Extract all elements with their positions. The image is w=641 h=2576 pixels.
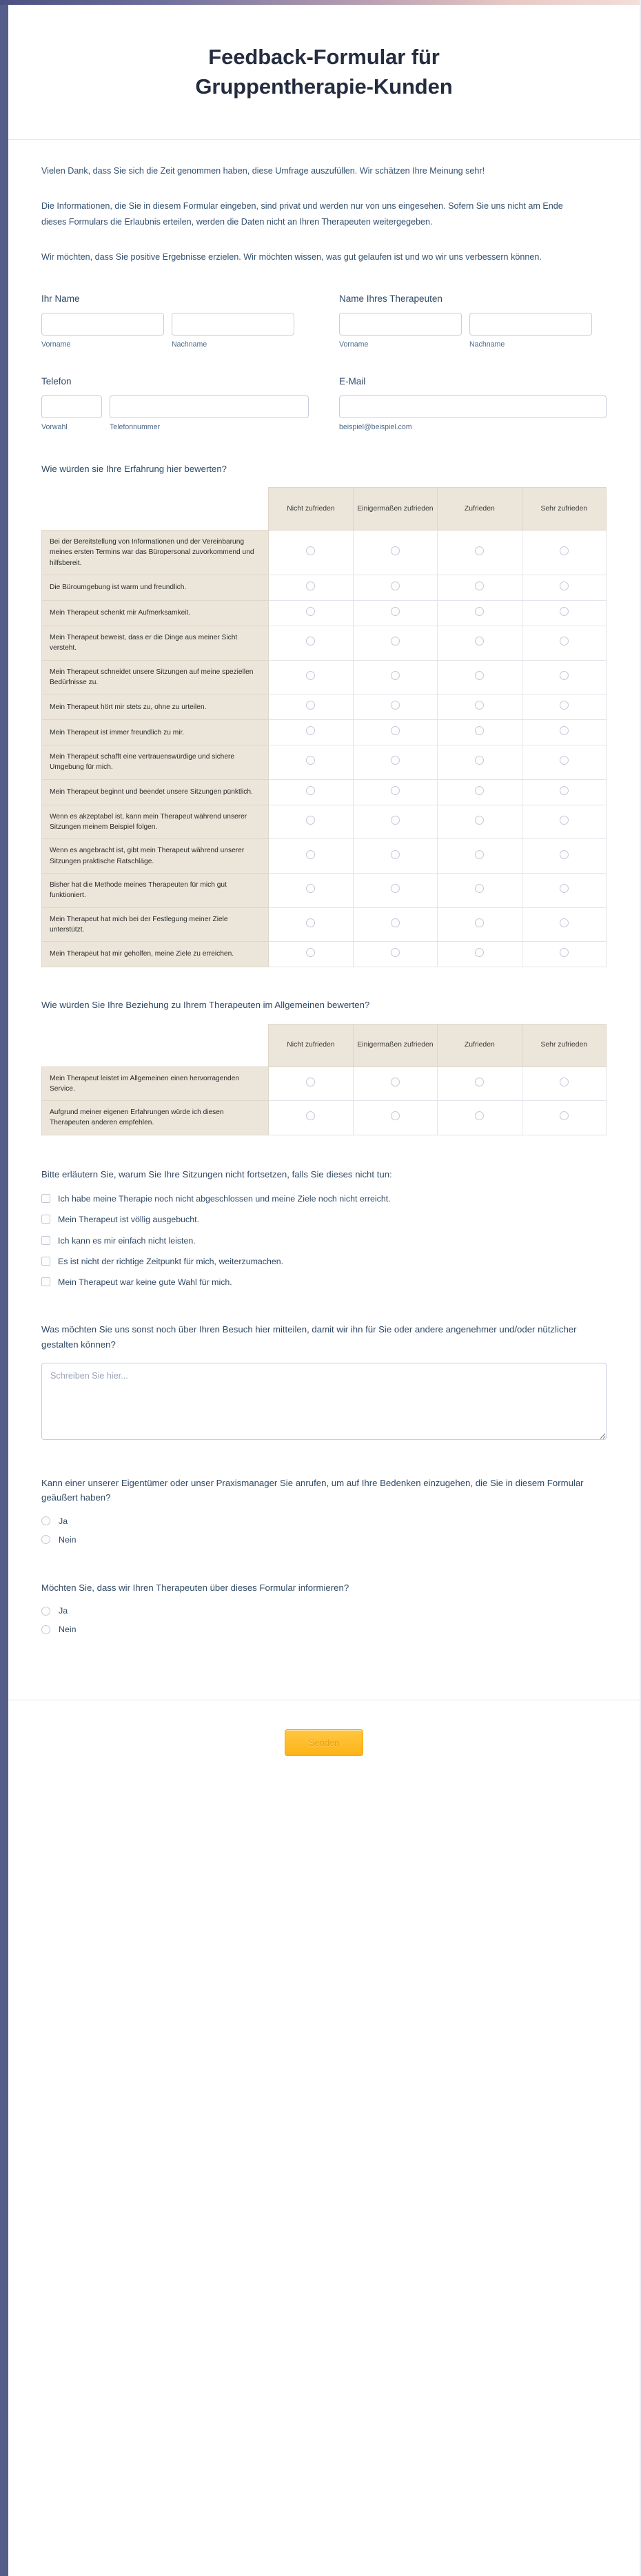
- radio-button-icon[interactable]: [391, 816, 400, 825]
- experience-matrix-col-0: Nicht zufrieden: [269, 488, 353, 530]
- table-row: [42, 694, 607, 720]
- matrix-option-cell[interactable]: [522, 600, 606, 626]
- matrix-option-cell[interactable]: [522, 1067, 606, 1101]
- radio-button-icon[interactable]: [475, 1111, 484, 1120]
- matrix-option-cell[interactable]: [353, 942, 437, 967]
- relationship-matrix-corner: [42, 1024, 269, 1067]
- matrix-option-cell[interactable]: [522, 873, 606, 907]
- relationship-matrix-col-2: Zufrieden: [438, 1024, 522, 1067]
- checkbox-icon[interactable]: [41, 1236, 50, 1245]
- matrix-option-cell[interactable]: [353, 1067, 437, 1101]
- list-item[interactable]: [41, 1235, 607, 1248]
- callback-permission-options: [41, 1516, 607, 1545]
- radio-button-icon[interactable]: [475, 786, 484, 795]
- your-first-name-input[interactable]: [41, 313, 164, 336]
- matrix-option-cell[interactable]: [522, 530, 606, 575]
- matrix-option-cell[interactable]: [353, 745, 437, 780]
- matrix-row-label: Mein Therapeut schenkt mir Aufmerksamkeit.: [42, 600, 269, 626]
- matrix-option-cell[interactable]: [269, 575, 353, 600]
- matrix-option-cell[interactable]: [269, 839, 353, 874]
- matrix-row-label: Mein Therapeut ist immer freundlich zu mir.: [42, 720, 269, 745]
- your-name-label: Ihr Name: [41, 293, 80, 304]
- email-label: E-Mail: [339, 375, 366, 387]
- radio-button-icon[interactable]: [560, 816, 569, 825]
- table-row: [42, 942, 607, 967]
- relationship-matrix-col-3: Sehr zufrieden: [522, 1024, 606, 1067]
- checkbox-label: Ich kann es mir einfach nicht leisten.: [58, 1235, 196, 1246]
- radio-button-icon[interactable]: [475, 884, 484, 893]
- therapist-first-name-input[interactable]: [339, 313, 462, 336]
- radio-button-icon[interactable]: [560, 850, 569, 859]
- matrix-option-cell[interactable]: [269, 942, 353, 967]
- relationship-matrix-block: [41, 998, 607, 1135]
- phone-area-field: [41, 395, 102, 431]
- radio-button-icon[interactable]: [475, 850, 484, 859]
- matrix-row-label: Mein Therapeut beginnt und beendet unsere Sitzungen pünktlich.: [42, 779, 269, 805]
- radio-button-icon[interactable]: [475, 546, 484, 555]
- radio-button-icon[interactable]: [306, 816, 315, 825]
- matrix-row-label: Aufgrund meiner eigenen Erfahrungen würde ich diesen Therapeuten anderen empfehlen.: [42, 1101, 269, 1135]
- matrix-option-cell[interactable]: [269, 1067, 353, 1101]
- table-row: [42, 626, 607, 660]
- matrix-option-cell[interactable]: [438, 873, 522, 907]
- therapist-last-name-caption: Nachname: [469, 340, 505, 349]
- matrix-row-label: Mein Therapeut schafft eine vertrauenswürdige und sichere Umgebung für mich.: [42, 745, 269, 780]
- experience-matrix-col-2: Zufrieden: [438, 488, 522, 530]
- phone-number-field: [110, 395, 309, 431]
- radio-button-icon[interactable]: [560, 1111, 569, 1120]
- callback-permission-question: Kann einer unserer Eigentümer oder unser Praxismanager Sie anrufen, um auf Ihre Bedenken einzugehen, die Sie in diesem Formular geäußert haben?: [41, 1477, 584, 1503]
- matrix-option-cell[interactable]: [522, 745, 606, 780]
- matrix-option-cell[interactable]: [353, 575, 437, 600]
- therapist-last-name-input[interactable]: [469, 313, 592, 336]
- radio-button-icon[interactable]: [560, 546, 569, 555]
- matrix-option-cell[interactable]: [353, 873, 437, 907]
- form-body: [8, 140, 640, 1665]
- discontinue-reasons-block: [41, 1167, 607, 1289]
- therapist-name-inputs: [339, 313, 607, 349]
- radio-option-label: Ja: [59, 1606, 68, 1616]
- page-title-line-2: Gruppentherapie-Kunden: [195, 74, 453, 99]
- radio-button-icon[interactable]: [560, 884, 569, 893]
- table-row: [42, 873, 607, 907]
- radio-button-icon[interactable]: [475, 701, 484, 710]
- email-input[interactable]: [339, 395, 607, 418]
- matrix-option-cell[interactable]: [438, 942, 522, 967]
- matrix-option-cell[interactable]: [438, 575, 522, 600]
- phone-group: [41, 376, 309, 431]
- radio-button-icon[interactable]: [560, 726, 569, 735]
- checkbox-label: Ich habe meine Therapie noch nicht abgeschlossen und meine Ziele noch nicht erreicht.: [58, 1194, 391, 1204]
- radio-button-icon[interactable]: [560, 756, 569, 765]
- table-row: [42, 1067, 607, 1101]
- discontinue-reasons-question: Bitte erläutern Sie, warum Sie Ihre Sitzungen nicht fortsetzen, falls Sie dieses nicht tun:: [41, 1168, 392, 1179]
- radio-option[interactable]: [41, 1535, 607, 1545]
- matrix-row-label: Bei der Bereitstellung von Informationen und der Vereinbarung meines ersten Termins war das Büropersonal zuvorkommend und hilfsbereit.: [42, 530, 269, 575]
- radio-button-icon[interactable]: [560, 918, 569, 927]
- radio-button-icon[interactable]: [560, 607, 569, 616]
- matrix-option-cell[interactable]: [269, 530, 353, 575]
- radio-button-icon[interactable]: [306, 884, 315, 893]
- matrix-option-cell[interactable]: [269, 779, 353, 805]
- radio-button-icon[interactable]: [306, 918, 315, 927]
- radio-button-icon[interactable]: [306, 637, 315, 646]
- open-comment-block: [41, 1322, 607, 1440]
- matrix-option-cell[interactable]: [522, 839, 606, 874]
- list-item[interactable]: [41, 1213, 607, 1226]
- radio-button-icon[interactable]: [391, 884, 400, 893]
- matrix-row-label: Wenn es angebracht ist, gibt mein Therapeut während unserer Sitzungen praktische Ratschläge.: [42, 839, 269, 874]
- matrix-option-cell[interactable]: [353, 805, 437, 839]
- your-last-name-field: [172, 313, 294, 349]
- discontinue-reasons-list: [41, 1193, 607, 1289]
- matrix-option-cell[interactable]: [522, 626, 606, 660]
- table-row: [42, 600, 607, 626]
- radio-button-icon[interactable]: [475, 918, 484, 927]
- page-title: [50, 43, 598, 102]
- radio-button-icon[interactable]: [391, 756, 400, 765]
- matrix-option-cell[interactable]: [522, 942, 606, 967]
- your-last-name-caption: Nachname: [172, 340, 207, 349]
- therapist-name-group: [339, 293, 607, 349]
- radio-option-label: Ja: [59, 1516, 68, 1526]
- radio-button-icon[interactable]: [391, 948, 400, 957]
- matrix-option-cell[interactable]: [438, 839, 522, 874]
- matrix-option-cell[interactable]: [438, 530, 522, 575]
- radio-button-icon[interactable]: [560, 701, 569, 710]
- radio-option[interactable]: [41, 1606, 607, 1616]
- radio-button-icon[interactable]: [475, 948, 484, 957]
- list-item[interactable]: [41, 1255, 607, 1268]
- radio-button-icon[interactable]: [475, 816, 484, 825]
- email-field: [339, 395, 607, 431]
- radio-button-icon[interactable]: [306, 607, 315, 616]
- matrix-option-cell[interactable]: [269, 1101, 353, 1135]
- table-row: [42, 575, 607, 600]
- radio-button-icon[interactable]: [306, 786, 315, 795]
- radio-button-icon[interactable]: [391, 701, 400, 710]
- matrix-option-cell[interactable]: [438, 694, 522, 720]
- your-first-name-field: [41, 313, 164, 349]
- relationship-matrix-head: [42, 1024, 607, 1067]
- matrix-option-cell[interactable]: [353, 779, 437, 805]
- inform-therapist-options: [41, 1606, 607, 1634]
- radio-button-icon[interactable]: [391, 786, 400, 795]
- radio-button-icon[interactable]: [306, 756, 315, 765]
- intro-paragraph-3: Wir möchten, dass Sie positive Ergebnisse erzielen. Wir möchten wissen, was gut gelaufen ist und wo wir uns verbessern können.: [41, 252, 542, 262]
- form-footer: [8, 1700, 640, 1789]
- matrix-row-label: Mein Therapeut schneidet unsere Sitzungen auf meine speziellen Bedürfnisse zu.: [42, 660, 269, 694]
- matrix-option-cell[interactable]: [269, 745, 353, 780]
- matrix-option-cell[interactable]: [269, 720, 353, 745]
- phone-number-input[interactable]: [110, 395, 309, 418]
- radio-option-label: Nein: [59, 1534, 77, 1545]
- relationship-matrix-col-1: Einigermaßen zufrieden: [353, 1024, 437, 1067]
- radio-button-icon[interactable]: [391, 726, 400, 735]
- radio-button-icon[interactable]: [475, 581, 484, 590]
- phone-inputs: [41, 395, 309, 431]
- name-fields-row: [41, 293, 607, 349]
- experience-matrix-corner: [42, 488, 269, 530]
- matrix-option-cell[interactable]: [269, 907, 353, 942]
- matrix-option-cell[interactable]: [269, 873, 353, 907]
- relationship-matrix-header-row: [42, 1024, 607, 1067]
- matrix-option-cell[interactable]: [269, 626, 353, 660]
- radio-button-icon[interactable]: [391, 850, 400, 859]
- matrix-option-cell[interactable]: [522, 694, 606, 720]
- phone-area-input[interactable]: [41, 395, 102, 418]
- inform-therapist-block: [41, 1580, 607, 1634]
- radio-button-icon[interactable]: [391, 581, 400, 590]
- email-inputs: [339, 395, 607, 431]
- matrix-option-cell[interactable]: [438, 1067, 522, 1101]
- your-name-group: [41, 293, 309, 349]
- matrix-option-cell[interactable]: [353, 839, 437, 874]
- open-comment-textarea[interactable]: [41, 1363, 607, 1440]
- therapist-first-name-caption: Vorname: [339, 340, 369, 349]
- matrix-row-label: Mein Therapeut leistet im Allgemeinen einen hervorragenden Service.: [42, 1067, 269, 1101]
- radio-button-icon[interactable]: [306, 701, 315, 710]
- matrix-option-cell[interactable]: [353, 1101, 437, 1135]
- matrix-option-cell[interactable]: [522, 779, 606, 805]
- therapist-name-label: Name Ihres Therapeuten: [339, 293, 442, 304]
- matrix-option-cell[interactable]: [269, 805, 353, 839]
- radio-option[interactable]: [41, 1516, 607, 1526]
- radio-button-icon[interactable]: [391, 546, 400, 555]
- page-title-line-1: Feedback-Formular für: [208, 45, 440, 69]
- matrix-option-cell[interactable]: [522, 1101, 606, 1135]
- matrix-row-label: Mein Therapeut hat mir geholfen, meine Ziele zu erreichen.: [42, 942, 269, 967]
- callback-permission-block: [41, 1476, 607, 1545]
- checkbox-icon[interactable]: [41, 1194, 50, 1203]
- radio-button-icon[interactable]: [475, 637, 484, 646]
- matrix-row-label: Mein Therapeut beweist, dass er die Dinge aus meiner Sicht versteht.: [42, 626, 269, 660]
- radio-button-icon[interactable]: [475, 726, 484, 735]
- radio-button-icon[interactable]: [391, 918, 400, 927]
- relationship-matrix-col-0: Nicht zufrieden: [269, 1024, 353, 1067]
- matrix-row-label: Mein Therapeut hat mich bei der Festlegung meiner Ziele unterstützt.: [42, 907, 269, 942]
- matrix-option-cell[interactable]: [269, 660, 353, 694]
- experience-matrix-col-3: Sehr zufrieden: [522, 488, 606, 530]
- radio-button-icon[interactable]: [41, 1625, 50, 1634]
- experience-matrix-head: [42, 488, 607, 530]
- your-last-name-input[interactable]: [172, 313, 294, 336]
- radio-button-icon[interactable]: [475, 671, 484, 680]
- checkbox-label: Mein Therapeut war keine gute Wahl für mich.: [58, 1277, 232, 1287]
- list-item[interactable]: [41, 1276, 607, 1289]
- matrix-option-cell[interactable]: [353, 600, 437, 626]
- radio-button-icon[interactable]: [475, 1078, 484, 1086]
- radio-button-icon[interactable]: [306, 546, 315, 555]
- matrix-option-cell[interactable]: [353, 907, 437, 942]
- radio-button-icon[interactable]: [560, 637, 569, 646]
- radio-button-icon[interactable]: [306, 948, 315, 957]
- therapist-first-name-field: [339, 313, 462, 349]
- radio-button-icon[interactable]: [391, 1078, 400, 1086]
- phone-number-caption: Telefonnummer: [110, 422, 161, 431]
- matrix-row-label: Die Büroumgebung ist warm und freundlich.: [42, 575, 269, 600]
- matrix-option-cell[interactable]: [438, 600, 522, 626]
- inform-therapist-question: Möchten Sie, dass wir Ihren Therapeuten über dieses Formular informieren?: [41, 1582, 349, 1593]
- contact-fields-row: [41, 376, 607, 431]
- matrix-option-cell[interactable]: [522, 907, 606, 942]
- email-group: [339, 376, 607, 431]
- table-row: [42, 839, 607, 874]
- relationship-matrix-question: Wie würden Sie Ihre Beziehung zu Ihrem Therapeuten im Allgemeinen bewerten?: [41, 1000, 370, 1011]
- phone-area-caption: Vorwahl: [41, 422, 68, 431]
- form-header: [8, 0, 640, 140]
- radio-button-icon[interactable]: [306, 726, 315, 735]
- experience-matrix-question: Wie würden sie Ihre Erfahrung hier bewerten?: [41, 463, 227, 474]
- decorative-top-gradient-strip: [0, 0, 640, 5]
- radio-button-icon[interactable]: [306, 671, 315, 680]
- experience-matrix-header-row: [42, 488, 607, 530]
- matrix-row-label: Bisher hat die Methode meines Therapeuten für mich gut funktioniert.: [42, 873, 269, 907]
- matrix-option-cell[interactable]: [522, 720, 606, 745]
- matrix-option-cell[interactable]: [438, 745, 522, 780]
- phone-label: Telefon: [41, 375, 72, 387]
- intro-paragraph-2: Die Informationen, die Sie in diesem Formular eingeben, sind privat und werden nur von uns eingesehen. Sofern Sie uns nicht am Ende dieses Formulars die Erlaubnis erteilen, werden die Daten nicht an Ihren Therapeuten weitergegeben.: [41, 200, 563, 227]
- matrix-option-cell[interactable]: [438, 779, 522, 805]
- radio-button-icon[interactable]: [391, 1111, 400, 1120]
- matrix-option-cell[interactable]: [269, 600, 353, 626]
- matrix-option-cell[interactable]: [438, 805, 522, 839]
- matrix-option-cell[interactable]: [522, 805, 606, 839]
- radio-button-icon[interactable]: [41, 1516, 50, 1525]
- matrix-option-cell[interactable]: [353, 720, 437, 745]
- radio-button-icon[interactable]: [306, 1078, 315, 1086]
- intro-paragraphs: [41, 163, 607, 266]
- intro-paragraph-1: Vielen Dank, dass Sie sich die Zeit genommen haben, diese Umfrage auszufüllen. Wir schätzen Ihre Meinung sehr!: [41, 165, 485, 176]
- matrix-option-cell[interactable]: [438, 1101, 522, 1135]
- radio-button-icon[interactable]: [560, 948, 569, 957]
- experience-matrix-table: [41, 487, 607, 967]
- table-row: [42, 530, 607, 575]
- radio-button-icon[interactable]: [41, 1535, 50, 1544]
- experience-matrix-block: [41, 462, 607, 967]
- radio-option[interactable]: [41, 1625, 607, 1634]
- radio-button-icon[interactable]: [306, 581, 315, 590]
- radio-button-icon[interactable]: [391, 607, 400, 616]
- table-row: [42, 660, 607, 694]
- radio-button-icon[interactable]: [560, 1078, 569, 1086]
- matrix-option-cell[interactable]: [438, 626, 522, 660]
- table-row: [42, 720, 607, 745]
- relationship-matrix-table: [41, 1024, 607, 1135]
- matrix-option-cell[interactable]: [438, 720, 522, 745]
- radio-button-icon[interactable]: [475, 607, 484, 616]
- your-first-name-caption: Vorname: [41, 340, 71, 349]
- experience-matrix-col-1: Einigermaßen zufrieden: [353, 488, 437, 530]
- table-row: [42, 907, 607, 942]
- experience-matrix-body: [42, 530, 607, 967]
- radio-button-icon[interactable]: [560, 581, 569, 590]
- matrix-option-cell[interactable]: [438, 660, 522, 694]
- radio-button-icon[interactable]: [306, 850, 315, 859]
- therapist-last-name-field: [469, 313, 592, 349]
- matrix-option-cell[interactable]: [353, 660, 437, 694]
- matrix-row-label: Mein Therapeut hört mir stets zu, ohne zu urteilen.: [42, 694, 269, 720]
- matrix-option-cell[interactable]: [353, 694, 437, 720]
- radio-button-icon[interactable]: [475, 756, 484, 765]
- table-row: [42, 745, 607, 780]
- matrix-option-cell[interactable]: [269, 694, 353, 720]
- matrix-option-cell[interactable]: [353, 530, 437, 575]
- open-comment-question: Was möchten Sie uns sonst noch über Ihren Besuch hier mitteilen, damit wir ihn für Sie oder andere angenehmer und/oder nützlicher gestalten können?: [41, 1324, 577, 1350]
- list-item[interactable]: [41, 1193, 607, 1206]
- email-caption: beispiel@beispiel.com: [339, 422, 412, 431]
- relationship-matrix-body: [42, 1067, 607, 1135]
- radio-button-icon[interactable]: [560, 786, 569, 795]
- your-name-inputs: [41, 313, 309, 349]
- table-row: [42, 1101, 607, 1135]
- table-row: [42, 779, 607, 805]
- checkbox-icon[interactable]: [41, 1215, 50, 1224]
- matrix-option-cell[interactable]: [522, 575, 606, 600]
- matrix-option-cell[interactable]: [438, 907, 522, 942]
- radio-button-icon[interactable]: [306, 1111, 315, 1120]
- radio-button-icon[interactable]: [391, 671, 400, 680]
- checkbox-label: Es ist nicht der richtige Zeitpunkt für mich, weiterzumachen.: [58, 1256, 284, 1266]
- radio-button-icon[interactable]: [560, 671, 569, 680]
- checkbox-label: Mein Therapeut ist völlig ausgebucht.: [58, 1215, 200, 1225]
- checkbox-icon[interactable]: [41, 1257, 50, 1266]
- matrix-option-cell[interactable]: [353, 626, 437, 660]
- radio-option-label: Nein: [59, 1625, 77, 1635]
- radio-button-icon[interactable]: [391, 637, 400, 646]
- submit-button[interactable]: Senden: [285, 1729, 363, 1756]
- checkbox-icon[interactable]: [41, 1277, 50, 1286]
- radio-button-icon[interactable]: [41, 1607, 50, 1616]
- matrix-row-label: Wenn es akzeptabel ist, kann mein Therapeut während unserer Sitzungen meinem Beispiel folgen.: [42, 805, 269, 839]
- table-row: [42, 805, 607, 839]
- matrix-option-cell[interactable]: [522, 660, 606, 694]
